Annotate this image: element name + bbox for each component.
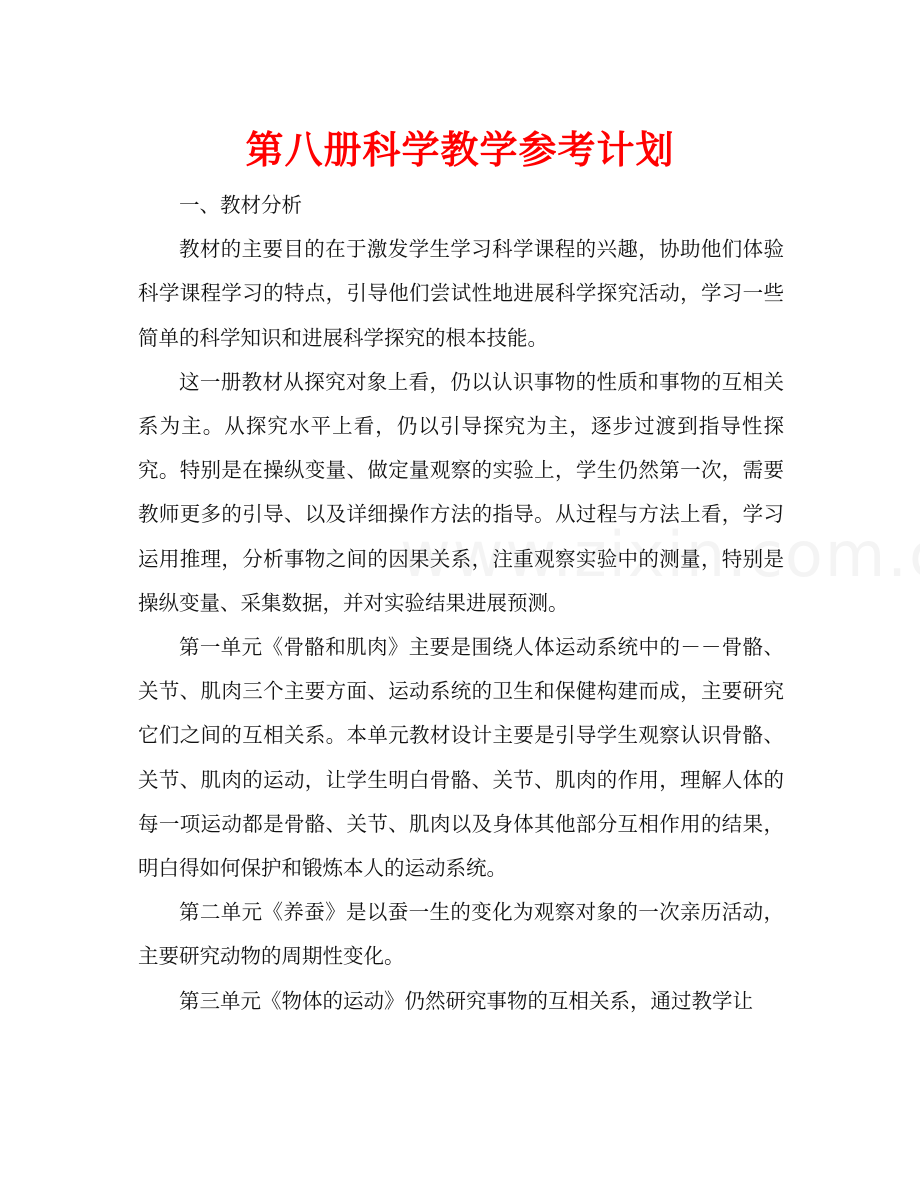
document-body — [138, 183, 784, 1023]
section-heading: 一、教材分析 — [179, 193, 302, 217]
paragraph: 第二单元《养蚕》是以蚕一生的变化为观察对象的一次亲历活动，主要研究动物的周期性变化。 — [138, 900, 784, 969]
paragraph: 第一单元《骨骼和肌肉》主要是围绕人体运动系统中的－－骨骼、关节、肌肉三个主要方面、运动系统的卫生和保健构建而成，主要研究它们之间的互相关系。本单元教材设计主要是引导学生观察认识骨骼、关节、肌肉的运动，让学生明白骨骼、关节、肌肉的作用，理解人体的每一项运动都是骨骼、关节、肌肉以及身体其他部分互相作用的结果，明白得如何保护和锻炼本人的运动系统。 — [138, 635, 784, 881]
paragraph: 第三单元《物体的运动》仍然研究事物的互相关系，通过教学让 — [179, 988, 753, 1013]
paragraph: 这一册教材从探究对象上看，仍以认识事物的性质和事物的互相关系为主。从探究水平上看，仍以引导探究为主，逐步过渡到指导性探究。特别是在操纵变量、做定量观察的实验上，学生仍然第一次，需要教师更多的引导、以及详细操作方法的指导。从过程与方法上看，学习运用推理，分析事物之间的因果关系，注重观察实验中的测量，特别是操纵变量、采集数据，并对实验结果进展预测。 — [138, 369, 784, 615]
paragraph: 教材的主要目的在于激发学生学习科学课程的兴趣，协助他们体验科学课程学习的特点，引导他们尝试性地进展科学探究活动，学习一些简单的科学知识和进展科学探究的根本技能。 — [138, 237, 784, 350]
document-title: 第八册科学教学参考计划 — [245, 127, 675, 172]
